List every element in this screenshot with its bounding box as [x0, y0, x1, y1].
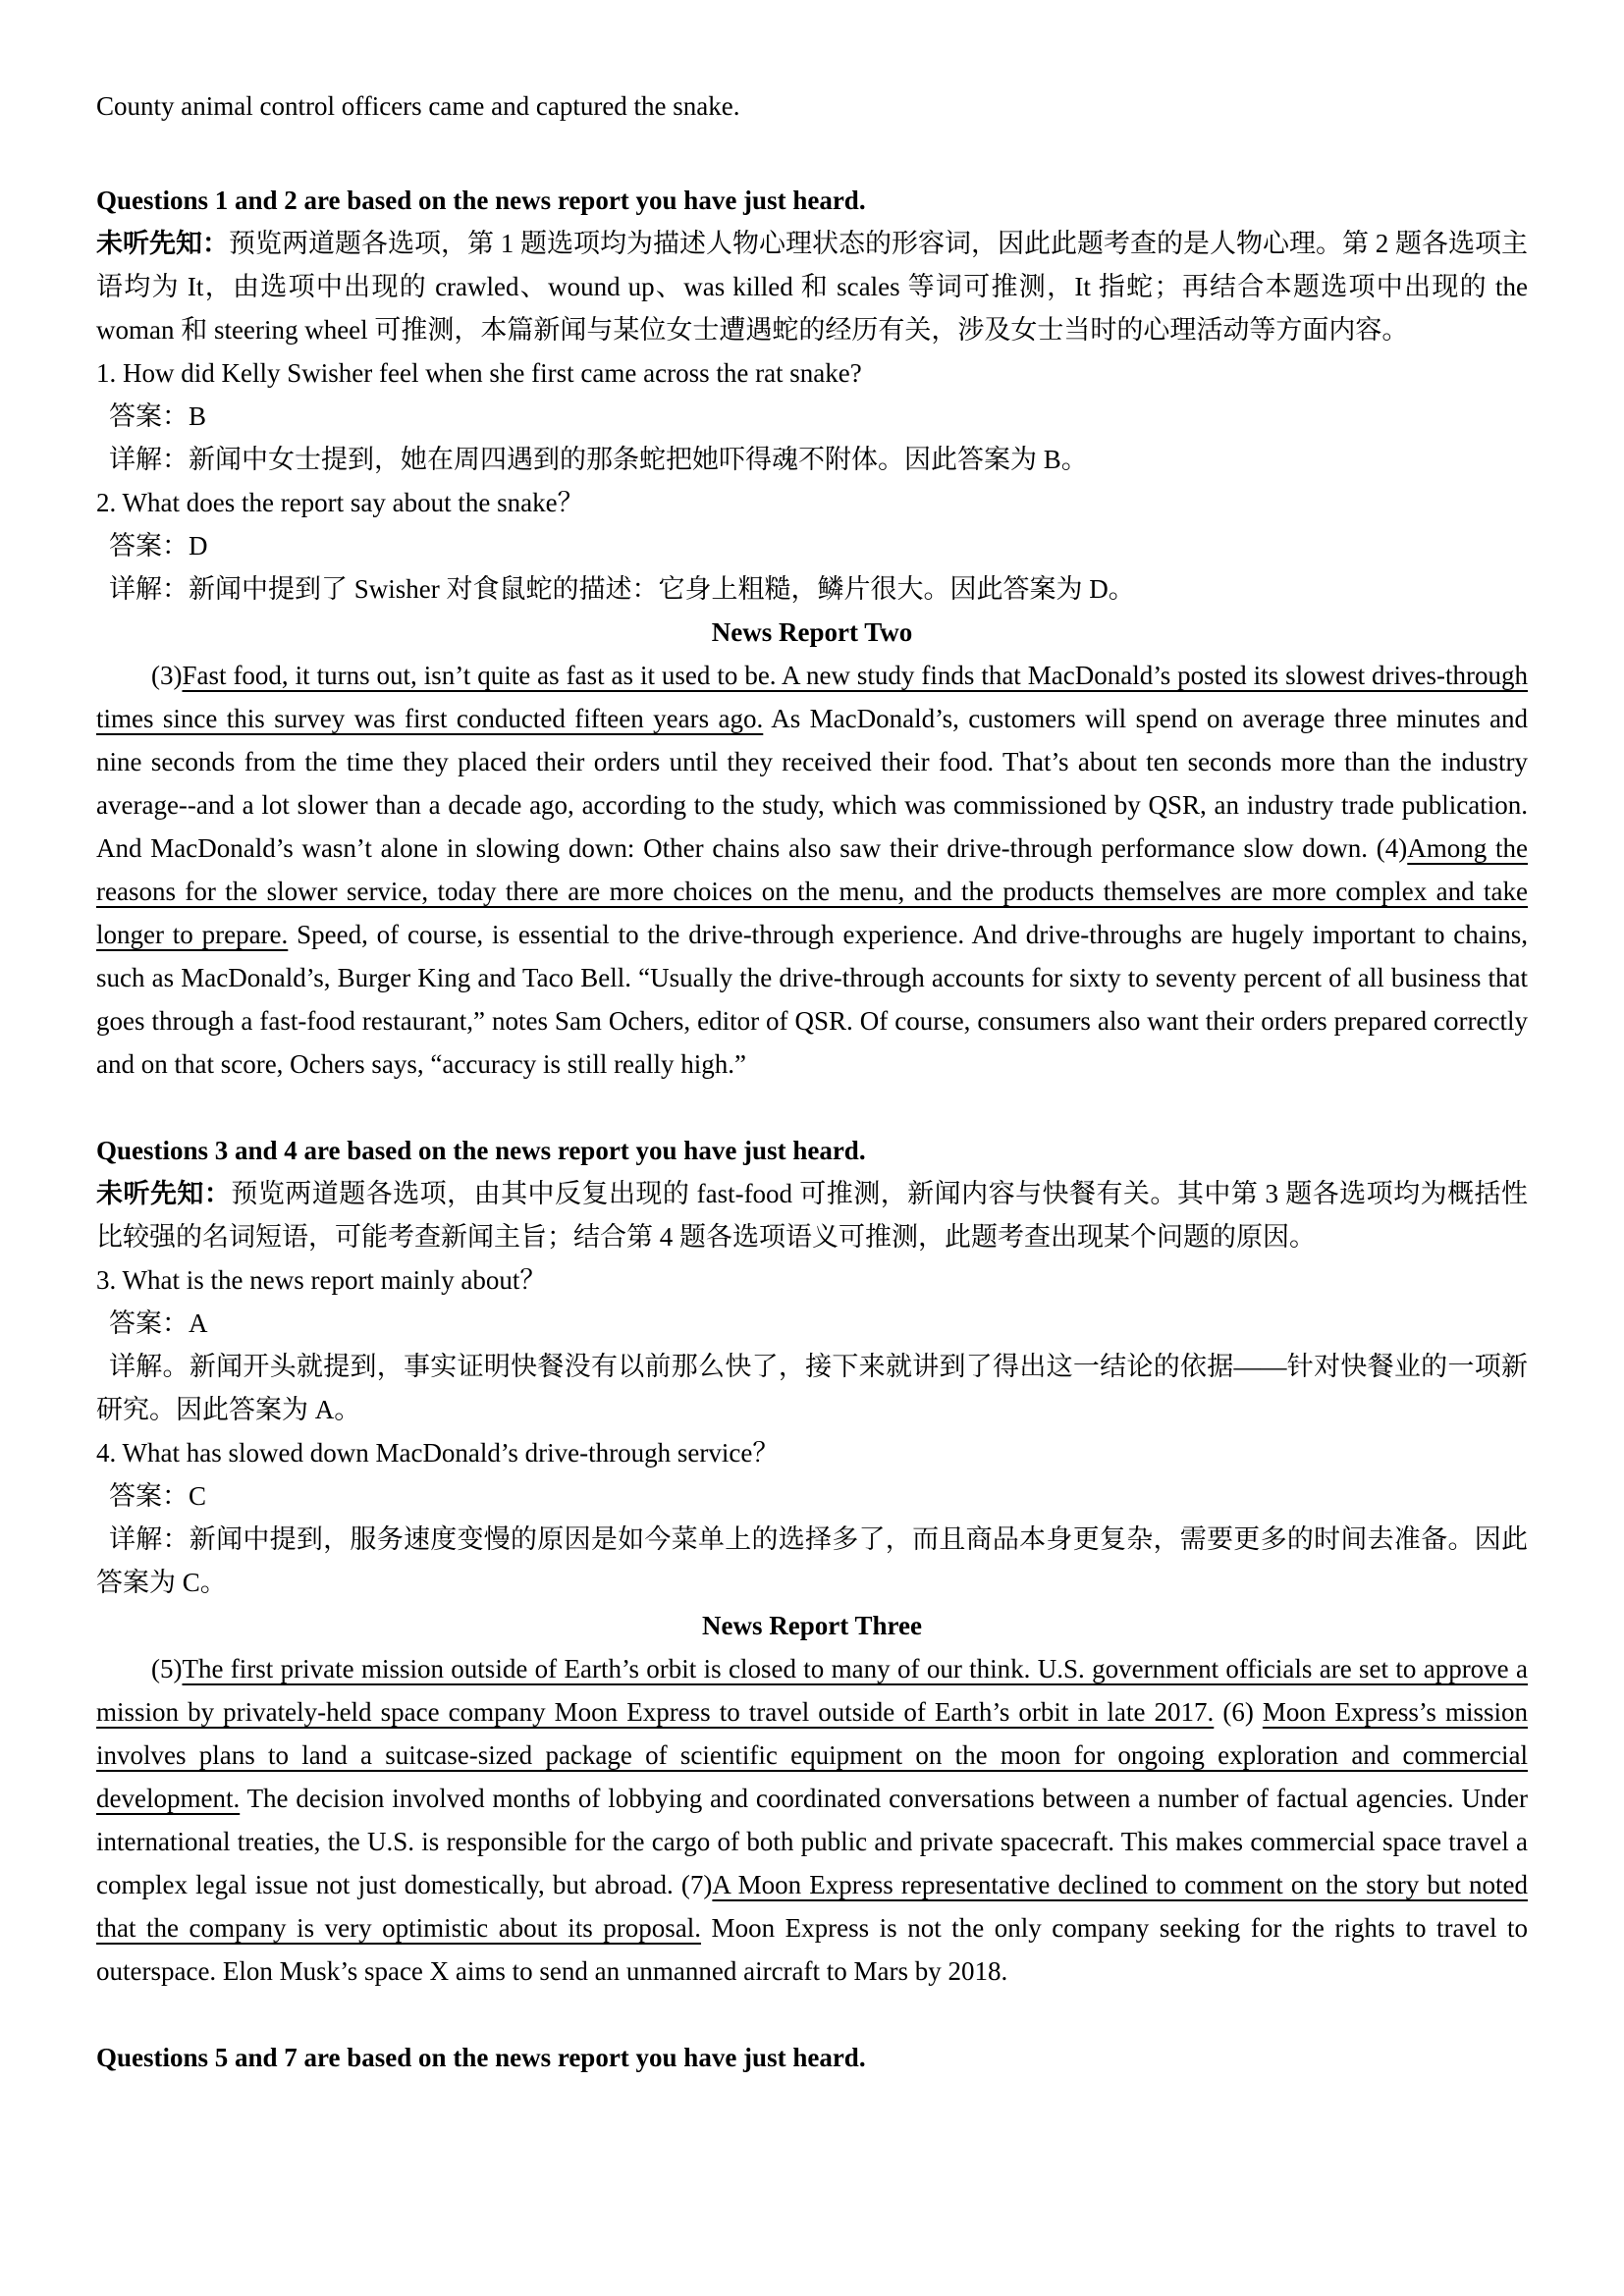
text-segment: (3) — [151, 661, 183, 690]
news-report-two-passage — [96, 654, 1528, 1086]
question-3: 3. What is the news report mainly about？ — [96, 1265, 547, 1295]
explanation-1: 详解：新闻中女士提到，她在周四遇到的那条蛇把她吓得魂不附体。因此答案为 B。 — [109, 445, 1088, 474]
news-report-three-passage — [96, 1647, 1528, 1993]
underlined-segment: Moon Express’s mission involves plans to land a suitcase-sized package of scientific equipment on the moon for ongoing exploration and commercial development. — [96, 1697, 1528, 1813]
text-segment: The decision involved months of lobbying and coordinated conversations between a number of factual agencies. Under international treaties, the U.S. is responsible for the cargo of both public and private spacecraft. This makes commercial space travel a complex legal issue not just domestically, but abroad. (7) — [96, 1784, 1528, 1899]
questions-header-5-7: Questions 5 and 7 are based on the news report you have just heard. — [96, 2043, 866, 2072]
underlined-segment: Among the reasons for the slower service, today there are more choices on the menu, and the products themselves are more complex and take longer to prepare. — [96, 833, 1528, 949]
underlined-segment: Fast food, it turns out, isn’t quite as fast as it used to be. A new study finds that MacDonald’s posted its slowest drives-through times since this survey was first conducted fifteen years ago. — [96, 661, 1528, 733]
preview-text: 预览两道题各选项，由其中反复出现的 fast-food 可推测，新闻内容与快餐有关。其中第 3 题各选项均为概括性比较强的名词短语，可能考查新闻主旨；结合第 4 题各选项语义可推测，此题考查出现某个问题的原因。 — [96, 1179, 1528, 1252]
answer-3: 答案：A — [109, 1308, 208, 1338]
news-report-two-heading: News Report Two — [711, 617, 913, 647]
questions-header-3-4: Questions 3 and 4 are based on the news report you have just heard. — [96, 1136, 866, 1165]
explanation-4: 详解：新闻中提到，服务速度变慢的原因是如今菜单上的选择多了，而且商品本身更复杂，需要更多的时间去准备。因此答案为 C。 — [96, 1524, 1528, 1597]
answer-2: 答案：D — [109, 531, 208, 561]
intro-sentence: County animal control officers came and captured the snake. — [96, 91, 740, 121]
preview-label: 未听先知： — [96, 229, 229, 258]
preview-paragraph-1 — [96, 222, 1528, 351]
explanation-3: 详解。新闻开头就提到，事实证明快餐没有以前那么快了，接下来就讲到了得出这一结论的依据——针对快餐业的一项新研究。因此答案为 A。 — [96, 1352, 1528, 1424]
blank-line — [96, 128, 1528, 179]
answer-4: 答案：C — [109, 1481, 207, 1511]
text-segment: (5) — [151, 1654, 183, 1683]
blank-line — [96, 1086, 1528, 1129]
blank-line — [96, 1993, 1528, 2036]
preview-text: 预览两道题各选项，第 1 题选项均为描述人物心理状态的形容词，因此此题考查的是人物心理。第 2 题各选项主语均为 It，由选项中出现的 crawled、wound up、was killed 和 scales 等词可推测，It 指蛇；再结合本题选项中出现的 the woman 和 steering wheel 可推测，本篇新闻与某位女士遭遇蛇的经历有关，涉及女士当时的心理活动等方面内容。 — [96, 229, 1528, 345]
text-segment: Speed, of course, is essential to the drive-through experience. And drive-throughs are hugely important to chains, such as MacDonald’s, Burger King and Taco Bell. “Usually the drive-through accounts for sixty to seventy percent of all business that goes through a fast-food restaurant,” notes Sam Ochers, editor of QSR. Of course, consumers also want their orders prepared correctly and on that score, Ochers says, “accuracy is still really high.” — [96, 920, 1528, 1079]
text-segment: (6) — [1214, 1697, 1263, 1727]
question-4: 4. What has slowed down MacDonald’s drive-through service？ — [96, 1438, 780, 1468]
report-two-section — [96, 611, 1528, 1604]
report-one-section — [96, 179, 1528, 611]
explanation-2: 详解：新闻中提到了 Swisher 对食鼠蛇的描述：它身上粗糙，鳞片很大。因此答案为 D。 — [109, 574, 1135, 604]
text-segment: As MacDonald’s, customers will spend on average three minutes and nine seconds from the time they placed their orders until they received their food. That’s about ten seconds more than the industry average--and a lot slower than a decade ago, according to the study, which was commissioned by QSR, an industry trade publication. And MacDonald’s wasn’t alone in slowing down: Other chains also saw their drive-through performance slow down. (4) — [96, 704, 1528, 863]
underlined-segment: The first private mission outside of Earth’s orbit is closed to many of our think. U.S. government officials are set to approve a mission by privately-held space company Moon Express to travel outside of Earth’s orbit in late 2017. — [96, 1654, 1528, 1727]
question-1: 1. How did Kelly Swisher feel when she first came across the rat snake? — [96, 358, 862, 388]
text-segment: Moon Express is not the only company seeking for the rights to travel to outerspace. Elon Musk’s space X aims to send an unmanned aircraft to Mars by 2018. — [96, 1913, 1528, 1986]
underlined-segment: A Moon Express representative declined to comment on the story but noted that the company is very optimistic about its proposal. — [96, 1870, 1529, 1943]
news-report-three-heading: News Report Three — [702, 1611, 922, 1640]
answer-1: 答案：B — [109, 401, 207, 431]
preview-paragraph-2 — [96, 1172, 1528, 1258]
preview-label: 未听先知： — [96, 1179, 232, 1208]
report-three-section — [96, 1604, 1528, 2079]
question-2: 2. What does the report say about the snake？ — [96, 488, 584, 517]
questions-header-1-2: Questions 1 and 2 are based on the news report you have just heard. — [96, 186, 866, 215]
